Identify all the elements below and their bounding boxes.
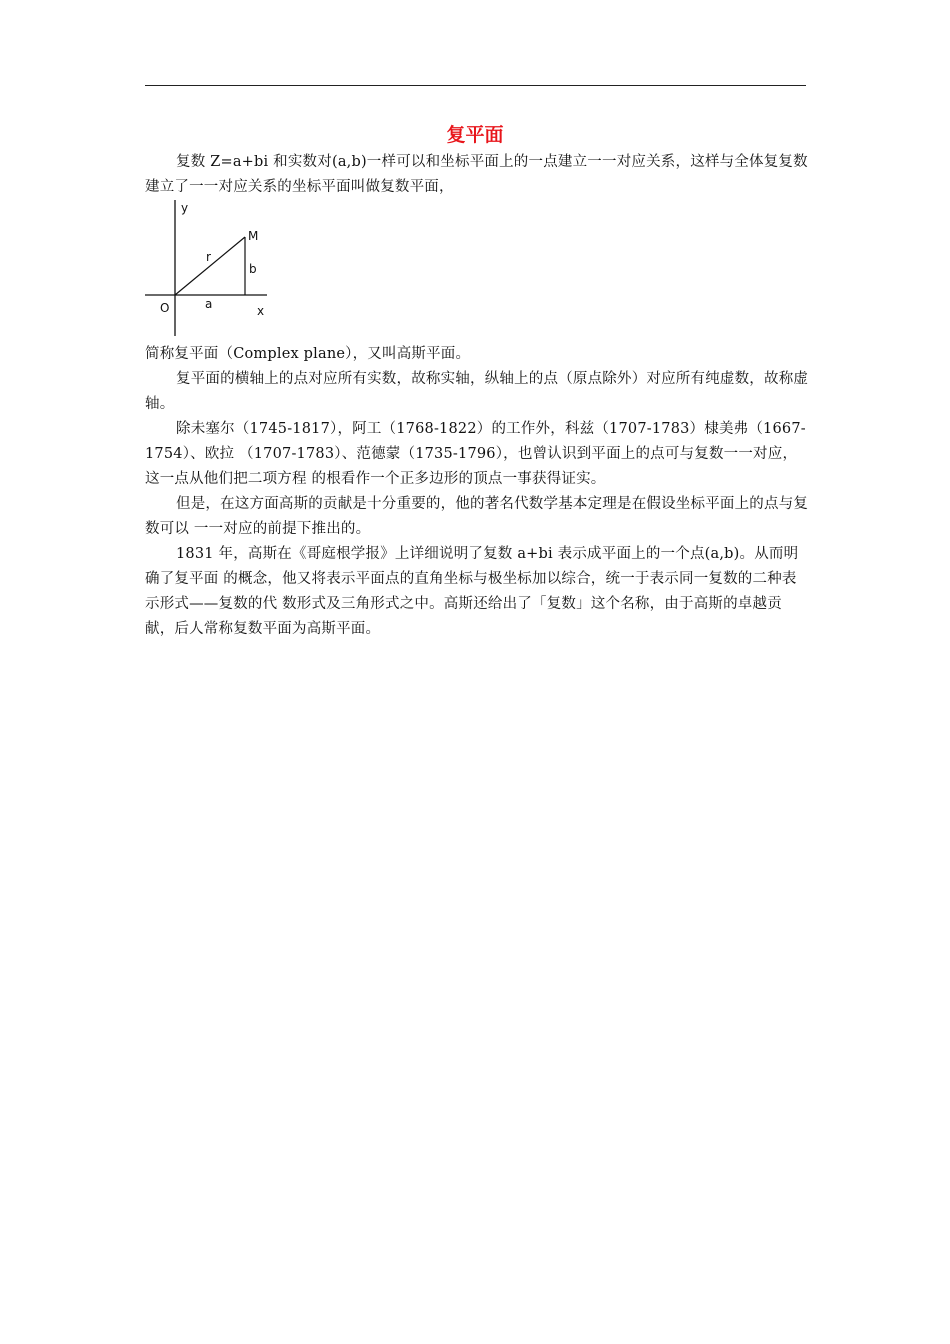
paragraph-1: 复数 Z=a+bi 和实数对(a,b)一样可以和坐标平面上的一点建立一一对应关系，这样与全体复复数建立了一一对应关系的坐标平面叫做复数平面， bbox=[145, 154, 808, 195]
x-axis-label: x bbox=[257, 304, 265, 318]
complex-plane-diagram bbox=[145, 200, 270, 340]
modulus-line bbox=[175, 237, 245, 295]
paragraph-4: 除未塞尔（1745-1817），阿工（1768-1822）的工作外，科兹（1707-1783）棣美弗（1667-1754）、欧拉 （1707-1783）、范德蒙（1735-1796），也曾认识到平面上的点可与复数一一对应，这一点从他们把二项方程 的根看作一个正多边形的顶点一事获得证实。 bbox=[145, 421, 806, 487]
header-rule bbox=[145, 85, 806, 86]
y-axis-label: y bbox=[181, 201, 189, 215]
modulus-label: r bbox=[206, 250, 212, 264]
paragraph-2: 简称复平面（Complex plane），又叫高斯平面。 bbox=[145, 346, 471, 362]
imaginary-part-label: b bbox=[249, 262, 257, 276]
paragraph-6: 1831 年，高斯在《哥庭根学报》上详细说明了复数 a+bi 表示成平面上的一个点(a,b)。从而明确了复平面 的概念，他又将表示平面点的直角坐标与极坐标加以综合，统一于表示同一复数的二种表示形式——复数的代 数形式及三角形式之中。高斯还给出了「复数」这个名称，由于高斯的卓越贡献，后人常称复数平面为高斯平面。 bbox=[145, 546, 799, 637]
origin-label: O bbox=[160, 301, 170, 315]
point-m-label: M bbox=[248, 229, 259, 243]
document-body bbox=[145, 150, 810, 642]
page-title: 复平面 bbox=[446, 124, 504, 146]
real-part-label: a bbox=[205, 297, 213, 311]
paragraph-3: 复平面的横轴上的点对应所有实数，故称实轴，纵轴上的点（原点除外）对应所有纯虚数，故称虚轴。 bbox=[145, 371, 809, 412]
paragraph-5: 但是，在这方面高斯的贡献是十分重要的，他的著名代数学基本定理是在假设坐标平面上的点与复数可以 一一对应的前提下推出的。 bbox=[145, 496, 809, 537]
